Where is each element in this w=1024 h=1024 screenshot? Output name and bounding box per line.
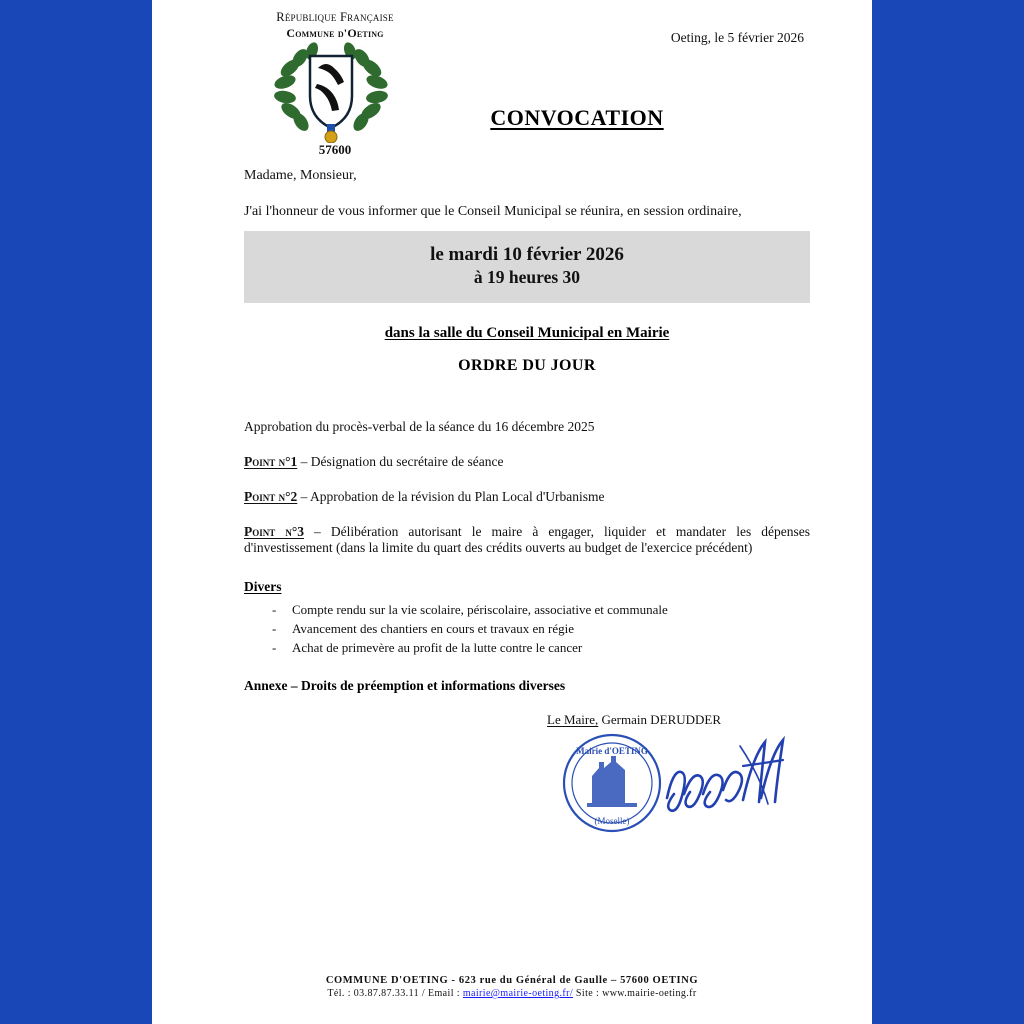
document-body (244, 168, 810, 694)
agenda-point-label: Point n°2 (244, 488, 298, 504)
agenda-point-dash: – (297, 488, 311, 504)
document-footer (152, 975, 872, 999)
meeting-venue: dans la salle du Conseil Municipal en Mairie (384, 324, 670, 341)
stamp-bottom-text: (Moselle) (594, 816, 630, 826)
agenda-point-dash: – (303, 523, 331, 539)
divers-list (244, 602, 810, 656)
place-date: Oeting, le 5 février 2026 (670, 30, 804, 45)
agenda-point-text: Approbation de la révision du Plan Local d'Urbanisme (310, 488, 605, 504)
intro-paragraph: J'ai l'honneur de vous informer que le Conseil Municipal se réunira, en session ordinaire, (244, 204, 742, 219)
coat-of-arms-icon (272, 38, 390, 143)
footer-contact (152, 988, 872, 999)
agenda-heading: ORDRE DU JOUR (458, 356, 596, 374)
handwritten-signature-icon (667, 740, 783, 811)
divers-heading: Divers (244, 578, 282, 594)
document-page (152, 0, 872, 1024)
annexe-line: Annexe – Droits de préemption et informations diverses (244, 677, 566, 693)
stamp-and-signature (547, 728, 837, 838)
agenda-point (244, 489, 810, 505)
agenda-point (244, 454, 810, 470)
footer-address: COMMUNE D'OETING - 623 rue du Général de Gaulle – 57600 OETING (325, 975, 699, 986)
agenda-point-label: Point n°3 (244, 523, 304, 539)
document-header (152, 0, 872, 165)
commune-label: Commune d'Oeting (286, 26, 384, 40)
republic-label: République Française (276, 10, 394, 24)
list-item: - Achat de primevère au profit de la lutte contre le cancer (244, 640, 810, 656)
signatory-fullname: Germain DERUDDER (601, 712, 722, 727)
postcode-label: 57600 (318, 142, 352, 157)
list-item: - Compte rendu sur la vie scolaire, périscolaire, associative et communale (244, 602, 810, 618)
footer-website: Site : www.mairie-oeting.fr (573, 988, 697, 999)
signatory-name (547, 712, 837, 728)
minutes-approval-line: Approbation du procès-verbal de la séance du 16 décembre 2025 (244, 418, 595, 434)
agenda-point-text: Délibération autorisant le maire à engager, liquider et mandater les dépenses d'investissement (dans la limite du quart des crédits ouverts au budget de l'exercice précédent) (244, 523, 811, 555)
salutation: Madame, Monsieur, (244, 168, 357, 183)
agenda-point (244, 524, 810, 556)
signatory-title: Le Maire, (547, 712, 599, 727)
letterhead (230, 10, 440, 41)
agenda-point-text: Désignation du secrétaire de séance (310, 453, 504, 469)
page-title: CONVOCATION (490, 105, 664, 130)
footer-phone: Tél. : 03.87.87.33.11 / Email : (327, 988, 463, 999)
email-link[interactable]: mairie@mairie-oeting.fr/ (462, 988, 574, 999)
meeting-datetime-box (244, 231, 810, 303)
meeting-time: à 19 heures 30 (473, 266, 581, 287)
meeting-date: le mardi 10 février 2026 (430, 244, 624, 265)
agenda-point-dash: – (297, 453, 311, 469)
convocation-document (152, 0, 872, 1024)
signature-block (547, 712, 837, 842)
agenda-point-label: Point n°1 (244, 453, 298, 469)
stamp-top-text: Mairie d'OETING (576, 746, 648, 756)
list-item: - Avancement des chantiers en cours et travaux en régie (244, 621, 810, 637)
